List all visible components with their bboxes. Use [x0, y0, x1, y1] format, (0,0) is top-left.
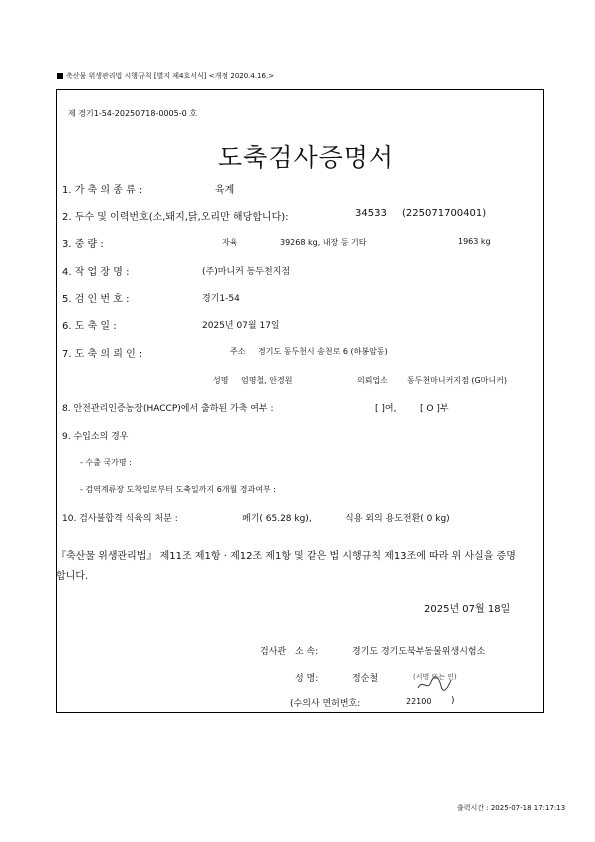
- license-close: ): [451, 696, 455, 706]
- item-5-value: 경기1-54: [202, 294, 240, 304]
- item-7-business: 동두천마니커지점 (G마니커): [407, 376, 507, 385]
- inspector-name-label: 성 명:: [295, 674, 319, 684]
- item-10-conversion: 식용 외의 용도전환( 0 kg): [345, 514, 450, 524]
- item-3-kind: 자육: [222, 238, 238, 247]
- item-9-quarantine: - 검역계류장 도착일로부터 도축일까지 6개월 경과여부 :: [80, 485, 276, 494]
- item-9-export-country: - 수출 국가명 :: [80, 458, 132, 467]
- law-reference: [57, 71, 274, 81]
- item-10-disposal: 폐기( 65.28 kg),: [242, 514, 312, 524]
- item-8-choice-no: [ O ]부: [420, 404, 449, 414]
- license-label: (수의사 면허번호:: [290, 699, 361, 709]
- item-3-weight-2: 1963 kg: [458, 237, 491, 246]
- document-title: 도축검사증명서: [218, 143, 395, 172]
- item-8-choice-yes: [ ]여,: [375, 404, 397, 414]
- item-7-name-label: 성명: [213, 376, 229, 385]
- inspector-name: 정순철: [352, 674, 379, 684]
- item-10-label: 10. 검사불합격 식육의 처분 :: [62, 514, 178, 524]
- item-4-value: (주)마니커 동두천지점: [202, 267, 291, 277]
- item-2-count: 34533: [355, 208, 387, 219]
- law-reference-text: 축산물 위생관리법 시행규칙 [별지 제4호서식] <개정 2020.4.16.>: [66, 72, 275, 80]
- item-8-label: 8. 안전관리인증농장(HACCP)에서 출하된 가축 여부 :: [62, 404, 274, 414]
- item-7-address: 경기도 동두천시 송천로 6 (하봉암동): [258, 347, 388, 356]
- item-6-label: 6. 도 축 일 :: [62, 321, 117, 332]
- item-3-label: 3. 중 량 :: [62, 239, 104, 250]
- item-7-address-label: 주소: [230, 347, 246, 356]
- inspector-label: 검사관: [260, 647, 287, 657]
- org-label: 소 속:: [295, 647, 319, 657]
- item-3-weight-1: 39268 kg, 내장 등 기타: [280, 238, 367, 247]
- item-9-label: 9. 수입소의 경우: [62, 432, 129, 442]
- item-6-value: 2025년 07월 17일: [202, 321, 280, 331]
- item-7-business-label: 의뢰업소: [357, 376, 388, 385]
- item-2-label: 2. 두수 및 이력번호(소,돼지,닭,오리만 해당합니다):: [62, 212, 289, 223]
- document-number: 제 경기1-54-20250718-0005-0 호: [68, 109, 197, 118]
- signature-scribble: [415, 676, 457, 694]
- item-7-label: 7. 도 축 의 뢰 인 :: [62, 349, 143, 360]
- item-4-label: 4. 작 업 장 명 :: [62, 267, 130, 278]
- item-1-label: 1. 가 축 의 종 류 :: [62, 185, 143, 196]
- org-value: 경기도 경기도북부동물위생시험소: [352, 647, 486, 657]
- item-1-value: 육계: [215, 185, 235, 196]
- statement-line-2: 합니다.: [56, 571, 89, 582]
- license-number: 22100: [406, 697, 432, 706]
- square-bullet-icon: [57, 73, 63, 79]
- statement-line-1: 『축산물 위생관리법』 제11조 제1항 · 제12조 제1항 및 같은 법 시행규칙 제13조에 따라 위 사실을 증명: [56, 551, 516, 562]
- seal-caption: (서명 또는 인): [413, 673, 457, 681]
- item-7-name: 엄명철, 안경원: [241, 376, 293, 385]
- print-timestamp: 출력시간 : 2025-07-18 17:17:13: [457, 804, 566, 812]
- item-2-trace: (225071700401): [402, 208, 487, 219]
- statement-date: 2025년 07월 18일: [424, 604, 511, 615]
- item-5-label: 5. 검 인 번 호 :: [62, 294, 130, 305]
